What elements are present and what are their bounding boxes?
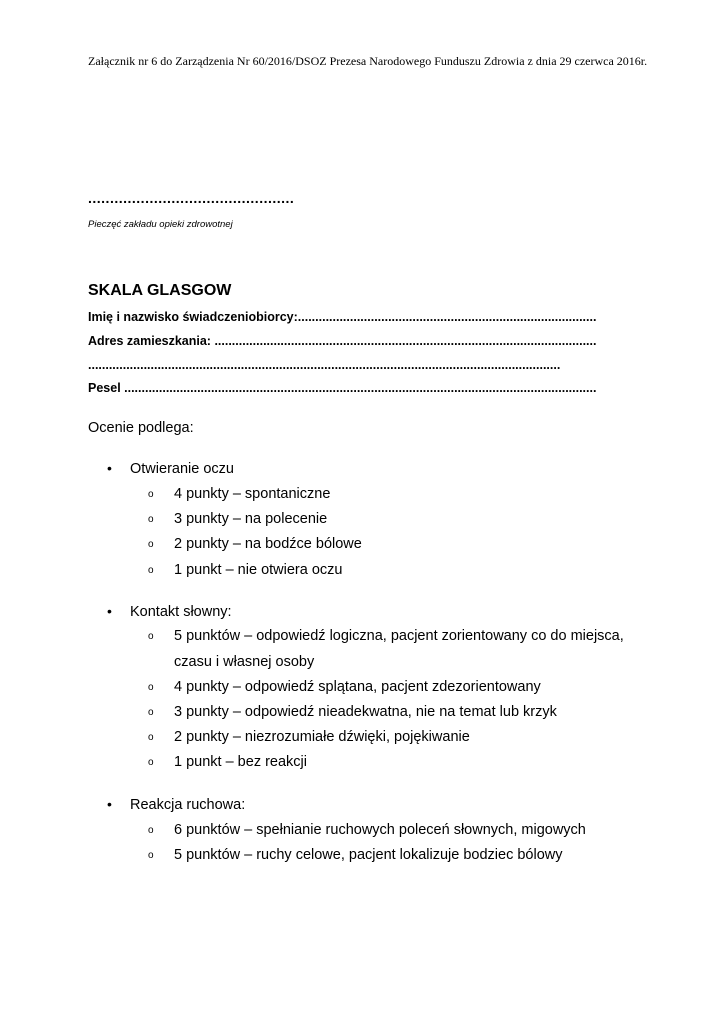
circle-bullet-icon: o bbox=[148, 707, 154, 718]
list-item bbox=[148, 675, 648, 701]
list-item-text: 5 punktów – ruchy celowe, pacjent lokalizuje bodziec bólowy bbox=[174, 847, 563, 863]
list-item-text: 2 punkty – niezrozumiałe dźwięki, pojękiwanie bbox=[174, 729, 470, 745]
list-item-text: 3 punkty – na polecenie bbox=[174, 511, 328, 527]
section-label: Otwieranie oczu bbox=[130, 461, 234, 477]
circle-bullet-icon: o bbox=[148, 539, 154, 550]
circle-bullet-icon: o bbox=[148, 732, 154, 743]
section-label: Kontakt słowny: bbox=[130, 604, 232, 620]
list-item bbox=[148, 507, 648, 533]
list-item bbox=[148, 843, 648, 869]
circle-bullet-icon: o bbox=[148, 850, 154, 861]
list-item bbox=[148, 532, 648, 558]
bullet-icon: • bbox=[107, 796, 112, 812]
intro-text: Ocenie podlega: bbox=[88, 420, 194, 436]
form-title: SKALA GLASGOW bbox=[88, 282, 232, 299]
name-field: Imię i nazwisko świadczeniobiorcy:...................................................................................... bbox=[88, 310, 597, 324]
section-verbal-response bbox=[107, 603, 232, 620]
list-item bbox=[148, 725, 648, 751]
list-item bbox=[148, 700, 648, 726]
list-item-text: 5 punktów – odpowiedź logiczna, pacjent zorientowany co do miejsca, czasu i własnej osoby bbox=[174, 628, 624, 670]
bullet-icon: • bbox=[107, 603, 112, 619]
section-eye-opening bbox=[107, 460, 234, 477]
list-item bbox=[148, 818, 648, 844]
list-item-text: 1 punkt – nie otwiera oczu bbox=[174, 562, 343, 578]
stamp-caption: Pieczęć zakładu opieki zdrowotnej bbox=[88, 219, 233, 230]
list-item bbox=[148, 558, 648, 584]
list-item-text: 4 punkty – odpowiedź splątana, pacjent zdezorientowany bbox=[174, 679, 541, 695]
stamp-placeholder: ............................................... bbox=[88, 190, 295, 206]
section-label: Reakcja ruchowa: bbox=[130, 797, 246, 813]
list-item-text: 6 punktów – spełnianie ruchowych poleceń słownych, migowych bbox=[174, 822, 586, 838]
list-item-text: 4 punkty – spontaniczne bbox=[174, 486, 331, 502]
circle-bullet-icon: o bbox=[148, 514, 154, 525]
pesel-field: Pesel ........................................................................................................................................ bbox=[88, 381, 597, 395]
header-note: Załącznik nr 6 do Zarządzenia Nr 60/2016/DSOZ Prezesa Narodowego Funduszu Zdrowia z dnia 29 czerwca 2016r. bbox=[88, 54, 648, 68]
section-motor-response bbox=[107, 796, 245, 813]
circle-bullet-icon: o bbox=[148, 825, 154, 836]
list-item bbox=[148, 624, 648, 675]
list-item-text: 2 punkty – na bodźce bólowe bbox=[174, 536, 362, 552]
list-item bbox=[148, 482, 648, 508]
bullet-icon: • bbox=[107, 460, 112, 476]
address-field: Adres zamieszkania: .............................................................................................................. bbox=[88, 334, 597, 348]
circle-bullet-icon: o bbox=[148, 565, 154, 576]
list-item-text: 1 punkt – bez reakcji bbox=[174, 754, 307, 770]
circle-bullet-icon: o bbox=[148, 489, 154, 500]
address-continuation-field: ........................................................................................................................................ bbox=[88, 358, 561, 372]
circle-bullet-icon: o bbox=[148, 631, 154, 642]
list-item bbox=[148, 750, 648, 776]
list-item-text: 3 punkty – odpowiedź nieadekwatna, nie na temat lub krzyk bbox=[174, 704, 557, 720]
circle-bullet-icon: o bbox=[148, 757, 154, 768]
circle-bullet-icon: o bbox=[148, 682, 154, 693]
